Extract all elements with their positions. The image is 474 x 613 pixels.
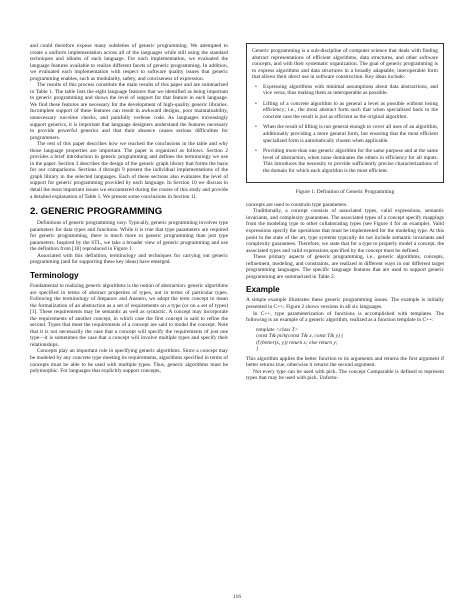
figure-bullet-item: • Providing more than one generic algorithm for the same purpose and at the same level of abstraction, when none dominates the others in efficiency for all inputs. This introduces the necessity to provide sufficiently precise characterizations of the domain for which each algorithm is the most efficient. xyxy=(255,148,438,174)
bullet-icon: • xyxy=(255,148,257,155)
page-number: 116 xyxy=(232,594,242,600)
subsection-heading: Terminology xyxy=(30,270,79,280)
body-paragraph: Associated with this definition, terminology and techniques for carrying out generic programming (and for supporting these key ideas) have emerged. xyxy=(30,252,228,266)
code-line: const T& pick(const T& x, const T& y) { xyxy=(256,333,344,340)
bullet-icon: • xyxy=(255,100,257,107)
right-column xyxy=(246,43,444,382)
figure-bullet-list xyxy=(252,84,438,175)
body-paragraph: Concepts play an important role in specifying generic algorithms. Since a concept may be modeled by any concrete type meeting its requirements, algorithms specified in terms of concepts must be able to be used with multiple types. Thus, generic algorithms must be polymorphic. For languages that explicitly support concepts, xyxy=(30,348,228,375)
code-line: } xyxy=(256,346,259,353)
code-line: if (better(x, y)) return x; else return y; xyxy=(256,339,338,346)
body-paragraph: Definitions of generic programming vary. Typically, generic programming involves type parameters for data types and functions. While it is true that type parameters are required for generic programming, there is much more to generic programming than just type parameters. Inspired by the STL, we take a broader view of generic programming and use the definition from [18] reproduced in Figure 1. xyxy=(30,220,228,253)
bullet-icon: • xyxy=(255,124,257,131)
code-block xyxy=(256,327,444,353)
code-line: template <class T> xyxy=(256,326,299,333)
body-paragraph: The rest of this paper describes how we reached the conclusions in the table and why those language properties are important. The paper is organized as follows. Section 2 provides a brief introduction to generic programming and defines the terminology we use in the paper. Section 3 describes the design of the generic graph library that forms the basis for our comparisons. Sections 4 through 9 present the individual implementations of the graph library in the selected languages. Each of these sections also evaluates the level of support for generic programming provided by each language. In Section 10 we discuss in detail the most important issues we encountered during the course of this study and provide a detailed explanation of Table 1. We present some conclusions in Section 11. xyxy=(30,141,228,200)
body-paragraph: and could therefore expose many subtleties of generic programming. We attempted to create a uniform implementation across all of the languages while still using the standard techniques and idioms of each language. For each implementation, we evaluated the language features available to realize different facets of generic programming. In addition, we evaluated each implementation with respect to software quality issues that generic programming enables, such as modularity, safety, and conciseness of expression. xyxy=(30,43,228,82)
section-heading: 2. GENERIC PROGRAMMING xyxy=(30,206,163,218)
body-paragraph: Traditionally, a concept consists of associated types, valid expressions, semantic invariants, and complexity guarantees. The associated types of a concept specify mappings from the modeling type to other collaborating types (see Figure 4 for an example). Valid expressions specify the operations that must be implemented for the modeling type. At this point in the state of the art, type systems typically do not include semantic invariants and complexity guarantees. Therefore, we state that for a type to properly model a concept, the associated types and valid expressions specified by the concept must be defined. xyxy=(246,208,444,254)
body-paragraph: A simple example illustrates these generic programming issues. The example is initially presented in C++; Figure 2 shows versions in all six languages. xyxy=(246,297,444,310)
left-column xyxy=(30,43,228,375)
body-paragraph: concepts are used to constrain type parameters. xyxy=(246,201,348,208)
body-paragraph: The results of this process constitute the main results of this paper and are summarized in Table 1. The table lists the eight language features that we identified as being important to generic programming and shows the level of support for that feature in each language. We find these features are necessary for the development of high-quality generic libraries. Incomplete support of these features can result in awkward designs, poor maintainability, unnecessary run-time checks, and painfully verbose code. As languages increasingly support generics, it is important that language designers understand the features necessary to provide powerful generics and that their absence causes serious difficulties for programmers. xyxy=(30,82,228,141)
figure-intro: Generic programming is a sub-discipline of computer science that deals with finding abstract representations of efficient algorithms, data structures, and other software concepts, and with their systematic organization. The goal of generic programming is to express algorithms and data structures in a broadly adaptable, interoperable form that allows their direct use in software construction. Key ideas include: xyxy=(252,48,438,81)
figure-bullet-item: • Expressing algorithms with minimal assumptions about data abstractions, and vice versa, thus making them as interoperable as possible. xyxy=(255,83,438,97)
bullet-icon: • xyxy=(255,83,257,90)
figure-1-box xyxy=(246,43,444,183)
figure-bullet-item: • Lifting of a concrete algorithm to as general a level as possible without losing efficiency; i.e., the most abstract form such that when specialized back to the concrete case the result is just as efficient as the original algorithm. xyxy=(255,100,438,120)
figure-caption: Figure 1: Definition of Generic Programming xyxy=(295,189,395,196)
figure-bullet-item: • When the result of lifting is not general enough to cover all uses of an algorithm, additionally providing a more general form, but ensuring that the most efficient specialized form is automatically chosen when applicable. xyxy=(255,124,438,144)
body-paragraph: In C++, type parameterization of functions is accomplished with templates. The following is an example of a generic algorithm, realized as a function template in C++: xyxy=(246,310,444,324)
body-paragraph: Not every type can be used with pick. The concept Comparable is defined to represent types that may be used with pick. Unfortu- xyxy=(246,368,444,382)
subsection-heading: Example xyxy=(246,285,280,295)
body-paragraph: These primary aspects of generic programming, i.e., generic algorithms, concepts, refinement, modeling, and constraints, are realized in different ways in our different target programming languages. The specific language features that are used to support generic programming are summarized in Table 2. xyxy=(246,254,444,280)
body-paragraph: This algorithm applies the better function to its arguments and returns the first argument if better returns true, otherwise it returns the second argument. xyxy=(246,355,444,369)
body-paragraph: Fundamental to realizing generic algorithms is the notion of abstraction: generic algorithms are specified in terms of abstract properties of types, not in terms of particular types. Following the terminology of Stepanov and Austern, we adopt the term concept to mean the formalization of an abstraction as a set of requirements on a type (or on a set of types) [1]. These requirements may be semantic as well as syntactic. A concept may incorporate the requirements of another concept, in which case the first concept is said to refine the second. Types that meet the requirements of a concept are said to model the concept. Note that it is not necessarily the case that a concept will specify the requirements of just one type—it is sometimes the case that a concept will involve multiple types and specify their relationships. xyxy=(30,282,228,348)
